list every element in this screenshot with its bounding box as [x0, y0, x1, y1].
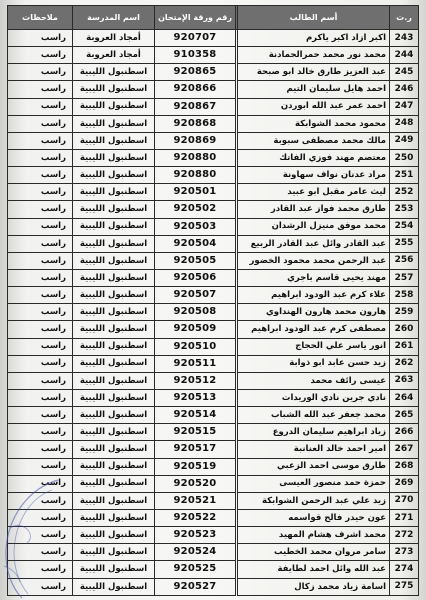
- student-name: محمد نور محمد حمرالحمادنة: [238, 47, 390, 64]
- table-row: [8, 389, 419, 406]
- exam-number: 920513: [155, 389, 236, 406]
- school-name: اسطنبول الليبية: [73, 441, 155, 458]
- row-number: 263: [390, 372, 419, 389]
- table-header-row: [8, 6, 419, 30]
- exam-number: 920505: [155, 252, 236, 269]
- row-number: 275: [390, 578, 419, 596]
- header-status: ملاحظات: [8, 6, 73, 30]
- row-number: 245: [390, 64, 419, 81]
- student-name: محمود محمد الشوابكة: [238, 115, 390, 132]
- status-note: راسب: [8, 527, 73, 544]
- student-name: مصطفى كرم عبد الودود ابراهيم: [238, 321, 390, 338]
- column-separator: [236, 269, 238, 286]
- status-note: راسب: [8, 201, 73, 218]
- column-separator: [236, 441, 238, 458]
- status-note: راسب: [8, 338, 73, 355]
- status-note: راسب: [8, 321, 73, 338]
- status-note: راسب: [8, 218, 73, 235]
- column-separator: [236, 475, 238, 492]
- school-name: اسطنبول الليبية: [73, 424, 155, 441]
- table-row: [8, 115, 419, 132]
- student-name: طارق محمد فواز عبد القادر: [238, 201, 390, 218]
- row-number: 244: [390, 47, 419, 64]
- status-note: راسب: [8, 304, 73, 321]
- status-note: راسب: [8, 561, 73, 578]
- exam-number: 920520: [155, 475, 236, 492]
- status-note: راسب: [8, 30, 73, 47]
- table-row: [8, 218, 419, 235]
- row-number: 268: [390, 458, 419, 475]
- column-separator: [236, 149, 238, 166]
- student-name: معتصم مهند فوزي الفاتك: [238, 149, 390, 166]
- school-name: اسطنبول الليبية: [73, 184, 155, 201]
- column-separator: [236, 201, 238, 218]
- school-name: اسطنبول الليبية: [73, 115, 155, 132]
- row-number: 260: [390, 321, 419, 338]
- column-separator: [236, 167, 238, 184]
- row-number: 264: [390, 389, 419, 406]
- student-name: اكبر ازاد اكبر ياكرم: [238, 30, 390, 47]
- school-name: اسطنبول الليبية: [73, 389, 155, 406]
- exam-number: 920521: [155, 492, 236, 509]
- exam-number: 920524: [155, 544, 236, 561]
- table-row: [8, 492, 419, 509]
- column-separator: [236, 424, 238, 441]
- column-separator: [236, 321, 238, 338]
- exam-number: 920502: [155, 201, 236, 218]
- table-row: [8, 287, 419, 304]
- column-separator: [236, 509, 238, 526]
- column-separator: [236, 6, 238, 30]
- student-name: انور ياسر علي الحجاج: [238, 338, 390, 355]
- exam-number: 920517: [155, 441, 236, 458]
- student-name: حمزة حمد منصور العيسى: [238, 475, 390, 492]
- column-separator: [236, 338, 238, 355]
- row-number: 266: [390, 424, 419, 441]
- row-number: 253: [390, 201, 419, 218]
- exam-number: 920519: [155, 458, 236, 475]
- row-number: 255: [390, 235, 419, 252]
- school-name: اسطنبول الليبية: [73, 355, 155, 372]
- header-name: أسم الطالب: [238, 6, 390, 30]
- student-name: عون حيدر فالح قواسمه: [238, 509, 390, 526]
- column-separator: [236, 544, 238, 561]
- row-number: 258: [390, 287, 419, 304]
- exam-number: 920507: [155, 287, 236, 304]
- student-name: عيسى رائف محمد: [238, 372, 390, 389]
- header-num: ر.ت: [390, 6, 419, 30]
- school-name: اسطنبول الليبية: [73, 475, 155, 492]
- school-name: اسطنبول الليبية: [73, 201, 155, 218]
- student-name: امير احمد خالد العنانبة: [238, 441, 390, 458]
- column-separator: [236, 47, 238, 64]
- status-note: راسب: [8, 47, 73, 64]
- student-name: علاء كرم عبد الودود ابراهيم: [238, 287, 390, 304]
- student-name: احمد عمر عبد الله ابوردن: [238, 98, 390, 115]
- row-number: 271: [390, 509, 419, 526]
- student-name: سامر مروان محمد الخطيب: [238, 544, 390, 561]
- student-name: زياد ابراهيم سليمان الدروع: [238, 424, 390, 441]
- table-row: [8, 98, 419, 115]
- school-name: اسطنبول الليبية: [73, 338, 155, 355]
- table-row: [8, 458, 419, 475]
- status-note: راسب: [8, 544, 73, 561]
- table-row: [8, 424, 419, 441]
- row-number: 248: [390, 115, 419, 132]
- column-separator: [236, 389, 238, 406]
- student-name: مالك محمد مصطفى سبوبة: [238, 132, 390, 149]
- status-note: راسب: [8, 81, 73, 98]
- header-school: اسم المدرسة: [73, 6, 155, 30]
- school-name: اسطنبول الليبية: [73, 458, 155, 475]
- school-name: اسطنبول الليبية: [73, 527, 155, 544]
- column-separator: [236, 578, 238, 596]
- status-note: راسب: [8, 355, 73, 372]
- column-separator: [236, 132, 238, 149]
- table-row: [8, 321, 419, 338]
- status-note: راسب: [8, 132, 73, 149]
- student-name: ليث عامر مقبل ابو عبيد: [238, 184, 390, 201]
- row-number: 261: [390, 338, 419, 355]
- student-name: عبد العزيز طارق خالد ابو صبحة: [238, 64, 390, 81]
- exam-number: 920504: [155, 235, 236, 252]
- status-note: راسب: [8, 115, 73, 132]
- column-separator: [236, 527, 238, 544]
- school-name: اسطنبول الليبية: [73, 304, 155, 321]
- row-number: 247: [390, 98, 419, 115]
- student-name: اسامة زياد محمد زكال: [238, 578, 390, 596]
- exam-number: 910358: [155, 47, 236, 64]
- student-name: محمد جعفر عبد الله الشباب: [238, 407, 390, 424]
- row-number: 251: [390, 167, 419, 184]
- exam-number: 920522: [155, 509, 236, 526]
- student-name: زيد علي عبد الرحمن الشوابكة: [238, 492, 390, 509]
- row-number: 252: [390, 184, 419, 201]
- exam-number: 920514: [155, 407, 236, 424]
- school-name: أمجاد العروبة: [73, 30, 155, 47]
- student-name: هارون محمد هارون الهنداوي: [238, 304, 390, 321]
- school-name: اسطنبول الليبية: [73, 81, 155, 98]
- school-name: اسطنبول الليبية: [73, 544, 155, 561]
- table-row: [8, 64, 419, 81]
- row-number: 243: [390, 30, 419, 47]
- exam-number: 920523: [155, 527, 236, 544]
- column-separator: [236, 287, 238, 304]
- exam-number: 920510: [155, 338, 236, 355]
- table-row: [8, 30, 419, 47]
- table-row: [8, 407, 419, 424]
- status-note: راسب: [8, 149, 73, 166]
- table-row: [8, 338, 419, 355]
- school-name: اسطنبول الليبية: [73, 167, 155, 184]
- school-name: اسطنبول الليبية: [73, 492, 155, 509]
- school-name: أمجاد العروبة: [73, 47, 155, 64]
- school-name: اسطنبول الليبية: [73, 132, 155, 149]
- school-name: اسطنبول الليبية: [73, 372, 155, 389]
- status-note: راسب: [8, 407, 73, 424]
- exam-number: 920506: [155, 269, 236, 286]
- table-row: [8, 252, 419, 269]
- table-row: [8, 355, 419, 372]
- table-row: [8, 372, 419, 389]
- exam-number: 920880: [155, 167, 236, 184]
- row-number: 249: [390, 132, 419, 149]
- column-separator: [236, 184, 238, 201]
- status-note: راسب: [8, 287, 73, 304]
- column-separator: [236, 30, 238, 47]
- table-row: [8, 441, 419, 458]
- status-note: راسب: [8, 441, 73, 458]
- student-name: نادي جرين نادي الوريدات: [238, 389, 390, 406]
- student-name: مراد عدنان نواف سهاونة: [238, 167, 390, 184]
- exam-number: 920525: [155, 561, 236, 578]
- table-row: [8, 201, 419, 218]
- school-name: اسطنبول الليبية: [73, 578, 155, 596]
- status-note: راسب: [8, 389, 73, 406]
- column-separator: [236, 252, 238, 269]
- column-separator: [236, 561, 238, 578]
- column-separator: [236, 64, 238, 81]
- school-name: اسطنبول الليبية: [73, 252, 155, 269]
- table-row: [8, 304, 419, 321]
- table-row: [8, 269, 419, 286]
- column-separator: [236, 98, 238, 115]
- status-note: راسب: [8, 252, 73, 269]
- row-number: 246: [390, 81, 419, 98]
- exam-number: 920512: [155, 372, 236, 389]
- student-name: زيد حسن عابد ابو ذوابة: [238, 355, 390, 372]
- school-name: اسطنبول الليبية: [73, 235, 155, 252]
- student-name: عبد القادر وائل عبد القادر الربيع: [238, 235, 390, 252]
- exam-number: 920527: [155, 578, 236, 596]
- exam-number: 920511: [155, 355, 236, 372]
- table-row: [8, 132, 419, 149]
- column-separator: [236, 235, 238, 252]
- exam-number: 920501: [155, 184, 236, 201]
- table-row: [8, 235, 419, 252]
- table-row: [8, 578, 419, 596]
- column-separator: [236, 407, 238, 424]
- row-number: 274: [390, 561, 419, 578]
- school-name: اسطنبول الليبية: [73, 218, 155, 235]
- column-separator: [236, 115, 238, 132]
- exam-number: 920707: [155, 30, 236, 47]
- school-name: اسطنبول الليبية: [73, 561, 155, 578]
- column-separator: [236, 492, 238, 509]
- status-note: راسب: [8, 372, 73, 389]
- school-name: اسطنبول الليبية: [73, 321, 155, 338]
- exam-number: 920515: [155, 424, 236, 441]
- student-name: طارق موسى احمد الزعبي: [238, 458, 390, 475]
- column-separator: [236, 458, 238, 475]
- table-body: [8, 30, 419, 596]
- row-number: 257: [390, 269, 419, 286]
- table-row: [8, 527, 419, 544]
- status-note: راسب: [8, 492, 73, 509]
- row-number: 269: [390, 475, 419, 492]
- student-name: عبد الرحمن محمد محمود الخضور: [238, 252, 390, 269]
- row-number: 265: [390, 407, 419, 424]
- column-separator: [236, 372, 238, 389]
- student-name: مهند يحيى قاسم باجري: [238, 269, 390, 286]
- table-row: [8, 81, 419, 98]
- school-name: اسطنبول الليبية: [73, 269, 155, 286]
- school-name: اسطنبول الليبية: [73, 407, 155, 424]
- exam-number: 920508: [155, 304, 236, 321]
- column-separator: [236, 218, 238, 235]
- table-row: [8, 509, 419, 526]
- student-name: محمد موفق منيزل الرشدان: [238, 218, 390, 235]
- exam-number: 920867: [155, 98, 236, 115]
- row-number: 272: [390, 527, 419, 544]
- status-note: راسب: [8, 269, 73, 286]
- table-row: [8, 149, 419, 166]
- student-name: عبد الله وائل احمد لطايفة: [238, 561, 390, 578]
- school-name: اسطنبول الليبية: [73, 509, 155, 526]
- status-note: راسب: [8, 578, 73, 596]
- status-note: راسب: [8, 475, 73, 492]
- table-row: [8, 184, 419, 201]
- table-row: [8, 167, 419, 184]
- table-row: [8, 475, 419, 492]
- row-number: 256: [390, 252, 419, 269]
- status-note: راسب: [8, 184, 73, 201]
- row-number: 262: [390, 355, 419, 372]
- row-number: 259: [390, 304, 419, 321]
- exam-number: 920868: [155, 115, 236, 132]
- student-name: احمد هايل سليمان التيم: [238, 81, 390, 98]
- school-name: اسطنبول الليبية: [73, 98, 155, 115]
- header-exam: رقم ورقة الإمتحان: [155, 6, 236, 30]
- status-note: راسب: [8, 424, 73, 441]
- table-row: [8, 561, 419, 578]
- column-separator: [236, 355, 238, 372]
- results-table: [7, 5, 419, 596]
- column-separator: [236, 81, 238, 98]
- table-row: [8, 47, 419, 64]
- row-number: 250: [390, 149, 419, 166]
- row-number: 267: [390, 441, 419, 458]
- status-note: راسب: [8, 64, 73, 81]
- status-note: راسب: [8, 167, 73, 184]
- status-note: راسب: [8, 509, 73, 526]
- school-name: اسطنبول الليبية: [73, 64, 155, 81]
- exam-number: 920866: [155, 81, 236, 98]
- student-name: محمد اشرف هشام المهيد: [238, 527, 390, 544]
- exam-number: 920869: [155, 132, 236, 149]
- exam-number: 920865: [155, 64, 236, 81]
- exam-number: 920509: [155, 321, 236, 338]
- school-name: اسطنبول الليبية: [73, 149, 155, 166]
- status-note: راسب: [8, 98, 73, 115]
- exam-number: 920880: [155, 149, 236, 166]
- status-note: راسب: [8, 458, 73, 475]
- row-number: 270: [390, 492, 419, 509]
- school-name: اسطنبول الليبية: [73, 287, 155, 304]
- row-number: 254: [390, 218, 419, 235]
- table-row: [8, 544, 419, 561]
- column-separator: [236, 304, 238, 321]
- status-note: راسب: [8, 235, 73, 252]
- row-number: 273: [390, 544, 419, 561]
- exam-number: 920503: [155, 218, 236, 235]
